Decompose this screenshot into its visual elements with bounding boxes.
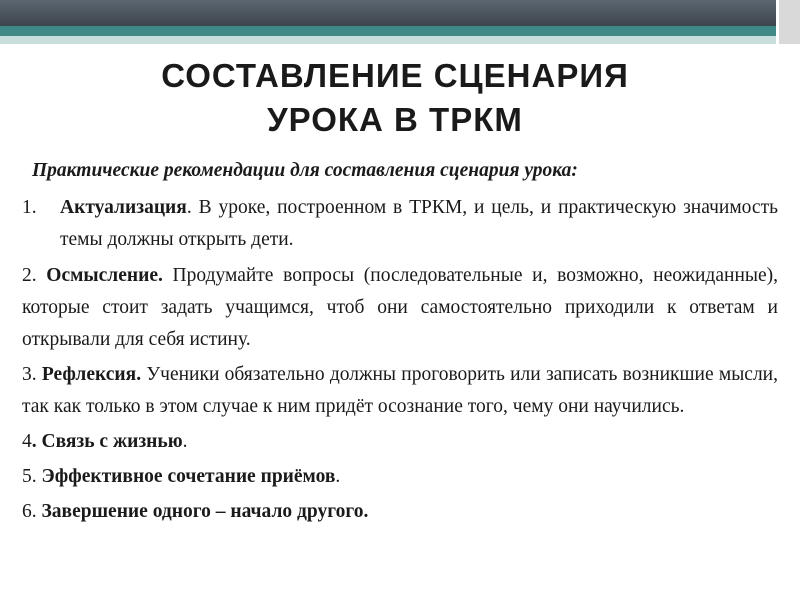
item-term: Эффективное сочетание приёмов xyxy=(41,466,336,487)
item-term: Рефлексия. xyxy=(41,364,142,385)
item-separator: . xyxy=(186,197,192,218)
item-text: В уроке, построенном в ТРКМ, и цель, и практическую значимость темы должны открыть дети. xyxy=(60,197,778,250)
top-dark-bar xyxy=(0,0,800,26)
title-line-2: УРОКА В ТРКМ xyxy=(267,101,523,138)
slide-title xyxy=(115,54,675,142)
item-term: Завершение одного – начало другого. xyxy=(41,501,369,522)
item-text: . xyxy=(182,431,188,452)
slide-subtitle: Практические рекомендации для составления сценария урока: xyxy=(32,160,578,181)
recommendations-list xyxy=(22,192,778,531)
title-line-1: СОСТАВЛЕНИЕ СЦЕНАРИЯ xyxy=(161,57,629,94)
list-item-5 xyxy=(22,461,778,493)
item-number: 6. xyxy=(22,501,42,522)
list-item-6 xyxy=(22,496,778,528)
item-term: Осмысление. xyxy=(46,265,163,286)
top-accent-bar xyxy=(0,26,800,36)
item-text: Продумайте вопросы (последовательные и, возможно, неожиданные), которые стоит задать учащимся, чтоб они самостоятельно приходили к ответам и открывали для себя истину. xyxy=(22,265,779,350)
item-number: 2. xyxy=(22,265,47,286)
item-text: . xyxy=(335,466,341,487)
list-item-1 xyxy=(22,192,778,256)
item-number: 3. xyxy=(22,364,42,385)
list-item-4 xyxy=(22,426,778,458)
corner-decoration xyxy=(776,0,800,44)
list-item-3 xyxy=(22,359,778,423)
item-number: 5. xyxy=(22,466,42,487)
item-number: 1. xyxy=(22,197,37,218)
item-term: . Связь с жизнью xyxy=(31,431,183,452)
item-text: Ученики обязательно должны проговорить или записать возникшие мысли, так как только в этом случае к ним придёт осознание того, чему они научились. xyxy=(22,364,778,417)
list-item-2 xyxy=(22,260,778,356)
top-light-bar xyxy=(0,36,800,44)
item-term: Актуализация xyxy=(60,197,187,218)
item-number: 4 xyxy=(22,431,32,452)
